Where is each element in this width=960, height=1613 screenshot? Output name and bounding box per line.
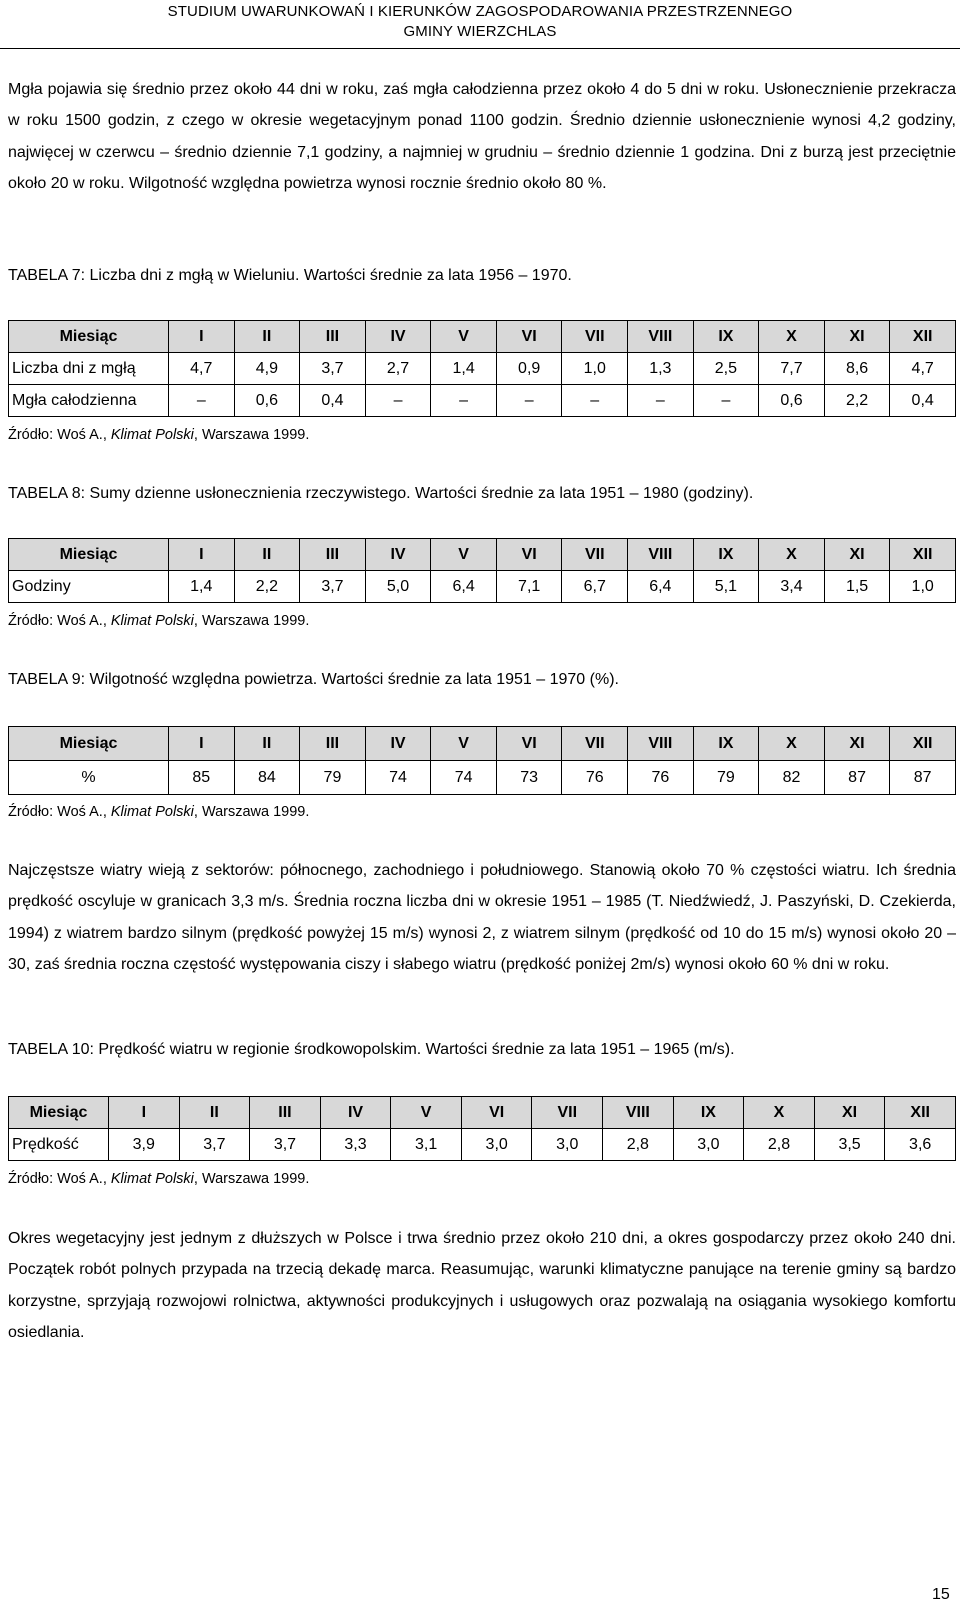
table-cell: 2,8 bbox=[603, 1129, 674, 1161]
table-cell: 6,4 bbox=[431, 571, 497, 603]
table-cell: 8,6 bbox=[824, 353, 890, 385]
header-cell: XI bbox=[824, 539, 890, 571]
table-10-header-row bbox=[9, 1097, 956, 1129]
source-prefix: Źródło: Woś A., bbox=[8, 427, 111, 443]
table-cell: 87 bbox=[890, 761, 956, 795]
header-cell: XII bbox=[890, 321, 956, 353]
header-cell: III bbox=[300, 321, 366, 353]
table-cell: 76 bbox=[562, 761, 628, 795]
table-row bbox=[9, 385, 956, 417]
table-cell: – bbox=[562, 385, 628, 417]
table-row bbox=[9, 761, 956, 795]
table-row bbox=[9, 1129, 956, 1161]
table-cell: 87 bbox=[824, 761, 890, 795]
table-cell: 2,7 bbox=[365, 353, 431, 385]
table-cell: 3,7 bbox=[179, 1129, 250, 1161]
header-cell: IX bbox=[673, 1097, 744, 1129]
table-cell: 6,4 bbox=[628, 571, 694, 603]
source-prefix: Źródło: Woś A., bbox=[8, 1171, 111, 1187]
table-cell: 1,3 bbox=[628, 353, 694, 385]
source-title: Klimat Polski bbox=[110, 804, 194, 820]
header-cell: VIII bbox=[628, 539, 694, 571]
row-label: Liczba dni z mgłą bbox=[9, 353, 169, 385]
table-cell: 3,0 bbox=[532, 1129, 603, 1161]
table-cell: 6,7 bbox=[562, 571, 628, 603]
table-cell: 3,3 bbox=[320, 1129, 391, 1161]
table-9-header-row bbox=[9, 727, 956, 761]
table-9-caption: TABELA 9: Wilgotność względna powietrza. Wartości średnie za lata 1951 – 1970 (%). bbox=[8, 671, 619, 688]
table-cell: 79 bbox=[693, 761, 759, 795]
header-cell: VII bbox=[562, 727, 628, 761]
table-cell: 1,4 bbox=[431, 353, 497, 385]
table-cell: 0,9 bbox=[496, 353, 562, 385]
table-cell: 1,5 bbox=[824, 571, 890, 603]
header-line-1: STUDIUM UWARUNKOWAŃ I KIERUNKÓW ZAGOSPODAROWANIA PRZESTRZENNEGO bbox=[167, 3, 793, 20]
table-cell: 1,0 bbox=[890, 571, 956, 603]
header-cell: IV bbox=[365, 727, 431, 761]
table-cell: – bbox=[628, 385, 694, 417]
header-cell: VIII bbox=[603, 1097, 674, 1129]
table-cell: – bbox=[693, 385, 759, 417]
table-row bbox=[9, 353, 956, 385]
header-cell: VII bbox=[562, 321, 628, 353]
table-cell: 3,0 bbox=[461, 1129, 532, 1161]
header-cell: VI bbox=[496, 321, 562, 353]
header-cell: IV bbox=[365, 539, 431, 571]
table-cell: 2,8 bbox=[744, 1129, 815, 1161]
table-8-source bbox=[8, 612, 309, 630]
source-suffix: , Warszawa 1999. bbox=[193, 1171, 310, 1187]
header-cell: II bbox=[179, 1097, 250, 1129]
header-cell: X bbox=[744, 1097, 815, 1129]
table-cell: 0,4 bbox=[890, 385, 956, 417]
table-cell: 3,9 bbox=[109, 1129, 180, 1161]
header-cell: Miesiąc bbox=[9, 1097, 109, 1129]
source-title: Klimat Polski bbox=[110, 1171, 194, 1187]
table-cell: 4,9 bbox=[234, 353, 300, 385]
table-cell: 3,7 bbox=[300, 571, 366, 603]
source-title: Klimat Polski bbox=[110, 427, 194, 443]
table-cell: 74 bbox=[431, 761, 497, 795]
header-cell: XII bbox=[885, 1097, 956, 1129]
table-cell: 0,6 bbox=[759, 385, 825, 417]
table-cell: 76 bbox=[628, 761, 694, 795]
table-cell: 2,2 bbox=[824, 385, 890, 417]
table-cell: 3,6 bbox=[885, 1129, 956, 1161]
table-cell: 4,7 bbox=[169, 353, 235, 385]
header-cell: I bbox=[169, 321, 235, 353]
table-cell: 73 bbox=[496, 761, 562, 795]
table-cell: 3,1 bbox=[391, 1129, 462, 1161]
table-cell: 2,5 bbox=[693, 353, 759, 385]
header-cell: I bbox=[169, 727, 235, 761]
header-cell: IX bbox=[693, 727, 759, 761]
table-8-header-row bbox=[9, 539, 956, 571]
header-cell: VII bbox=[562, 539, 628, 571]
header-cell: XII bbox=[890, 727, 956, 761]
header-cell: I bbox=[169, 539, 235, 571]
header-cell: V bbox=[431, 539, 497, 571]
header-cell: X bbox=[759, 321, 825, 353]
table-cell: 84 bbox=[234, 761, 300, 795]
table-7 bbox=[8, 320, 956, 417]
table-row bbox=[9, 571, 956, 603]
table-cell: 0,6 bbox=[234, 385, 300, 417]
table-cell: 3,7 bbox=[300, 353, 366, 385]
header-cell: XI bbox=[824, 727, 890, 761]
table-cell: 7,7 bbox=[759, 353, 825, 385]
source-title: Klimat Polski bbox=[110, 613, 194, 629]
table-cell: 79 bbox=[300, 761, 366, 795]
page-number: 15 bbox=[932, 1586, 950, 1603]
header-cell: III bbox=[250, 1097, 321, 1129]
source-suffix: , Warszawa 1999. bbox=[193, 804, 310, 820]
table-cell: 3,7 bbox=[250, 1129, 321, 1161]
paragraph-wind: Najczęstsze wiatry wieją z sektorów: północnego, zachodniego i południowego. Stanowią około 70 % częstości wiatru. Ich średnia prędkość oscyluje w granicach 3,3 m/s. Średnia roczna liczba dni w okresie 1951 – 1985 (T. Niedźwiedź, J. Paszyński, D. Czekierda, 1994) z wiatrem bardzo silnym (prędkość powyżej 15 m/s) wynosi 2, z wiatrem silnym (prędkość od 10 do 15 m/s) wynosi około 20 – 30, zaś średnia roczna częstość występowania ciszy i słabego wiatru (prędkość poniżej 2m/s) wynosi około 60 % dni w roku. bbox=[8, 862, 956, 974]
header-divider bbox=[0, 48, 960, 49]
running-header bbox=[0, 2, 960, 42]
header-cell: V bbox=[431, 321, 497, 353]
table-10-caption: TABELA 10: Prędkość wiatru w regionie środkowopolskim. Wartości średnie za lata 1951 – 1965 (m/s). bbox=[8, 1041, 735, 1058]
header-cell: II bbox=[234, 727, 300, 761]
table-cell: 3,0 bbox=[673, 1129, 744, 1161]
header-cell: XII bbox=[890, 539, 956, 571]
table-cell: – bbox=[365, 385, 431, 417]
header-cell: XI bbox=[824, 321, 890, 353]
header-cell: VI bbox=[496, 539, 562, 571]
table-8-caption: TABELA 8: Sumy dzienne usłonecznienia rzeczywistego. Wartości średnie za lata 1951 – 1980 (godziny). bbox=[8, 485, 754, 502]
header-cell: X bbox=[759, 727, 825, 761]
table-cell: – bbox=[169, 385, 235, 417]
paragraph-fog-sunshine: Mgła pojawia się średnio przez około 44 dni w roku, zaś mgła całodzienna przez około 4 do 5 dni w roku. Usłonecznienie przekracza w roku 1500 godzin, z czego w okresie wegetacyjnym ponad 1100 godzin. Średnio dziennie usłonecznienie wynosi 4,2 godziny, najwięcej w czerwcu – średnio dziennie 7,1 godziny, a najmniej w grudniu – średnio dziennie 1 godzina. Dni z burzą jest przeciętnie około 20 w roku. Wilgotność względna powietrza wynosi rocznie średnio około 80 %. bbox=[8, 81, 956, 193]
table-cell: 7,1 bbox=[496, 571, 562, 603]
header-cell: IX bbox=[693, 539, 759, 571]
header-cell: III bbox=[300, 727, 366, 761]
table-cell: – bbox=[431, 385, 497, 417]
table-7-caption: TABELA 7: Liczba dni z mgłą w Wieluniu. Wartości średnie za lata 1956 – 1970. bbox=[8, 267, 572, 284]
source-suffix: , Warszawa 1999. bbox=[193, 427, 310, 443]
header-cell: I bbox=[109, 1097, 180, 1129]
header-cell: V bbox=[391, 1097, 462, 1129]
table-cell: 4,7 bbox=[890, 353, 956, 385]
header-cell: VIII bbox=[628, 727, 694, 761]
table-cell: 5,0 bbox=[365, 571, 431, 603]
header-cell: X bbox=[759, 539, 825, 571]
header-cell: VI bbox=[461, 1097, 532, 1129]
table-9 bbox=[8, 726, 956, 795]
header-cell: VI bbox=[496, 727, 562, 761]
source-suffix: , Warszawa 1999. bbox=[193, 613, 310, 629]
header-cell: IV bbox=[365, 321, 431, 353]
table-9-source bbox=[8, 803, 309, 821]
table-8 bbox=[8, 538, 956, 603]
table-10-source bbox=[8, 1170, 309, 1188]
table-cell: 3,4 bbox=[759, 571, 825, 603]
row-label: Mgła całodzienna bbox=[9, 385, 169, 417]
table-cell: 82 bbox=[759, 761, 825, 795]
row-label: % bbox=[9, 761, 169, 795]
source-prefix: Źródło: Woś A., bbox=[8, 804, 111, 820]
table-7-header-row bbox=[9, 321, 956, 353]
paragraph-vegetation: Okres wegetacyjny jest jednym z dłuższych w Polsce i trwa średnio przez około 210 dni, a okres gospodarczy przez około 240 dni. Początek robót polnych przypada na trzecią dekadę marca. Reasumując, warunki klimatyczne panujące na terenie gminy są bardzo korzystne, sprzyjają rozwojowi rolnictwa, aktywności produkcyjnych i usługowych oraz pozwalają na osiągania wysokiego komfortu osiedlania. bbox=[8, 1230, 956, 1342]
header-cell: XI bbox=[814, 1097, 885, 1129]
header-cell: III bbox=[300, 539, 366, 571]
table-cell: 5,1 bbox=[693, 571, 759, 603]
header-cell: VII bbox=[532, 1097, 603, 1129]
table-cell: – bbox=[496, 385, 562, 417]
row-label: Prędkość bbox=[9, 1129, 109, 1161]
row-label: Godziny bbox=[9, 571, 169, 603]
header-cell: Miesiąc bbox=[9, 727, 169, 761]
header-cell: IX bbox=[693, 321, 759, 353]
table-cell: 1,0 bbox=[562, 353, 628, 385]
header-cell: Miesiąc bbox=[9, 321, 169, 353]
header-cell: II bbox=[234, 539, 300, 571]
header-cell: VIII bbox=[628, 321, 694, 353]
header-cell: II bbox=[234, 321, 300, 353]
table-cell: 0,4 bbox=[300, 385, 366, 417]
source-prefix: Źródło: Woś A., bbox=[8, 613, 111, 629]
header-cell: Miesiąc bbox=[9, 539, 169, 571]
table-10 bbox=[8, 1096, 956, 1161]
table-7-source bbox=[8, 426, 309, 444]
table-cell: 3,5 bbox=[814, 1129, 885, 1161]
table-cell: 85 bbox=[169, 761, 235, 795]
header-cell: V bbox=[431, 727, 497, 761]
header-line-2: GMINY WIERZCHLAS bbox=[403, 23, 557, 40]
table-cell: 1,4 bbox=[169, 571, 235, 603]
table-cell: 2,2 bbox=[234, 571, 300, 603]
table-cell: 74 bbox=[365, 761, 431, 795]
header-cell: IV bbox=[320, 1097, 391, 1129]
